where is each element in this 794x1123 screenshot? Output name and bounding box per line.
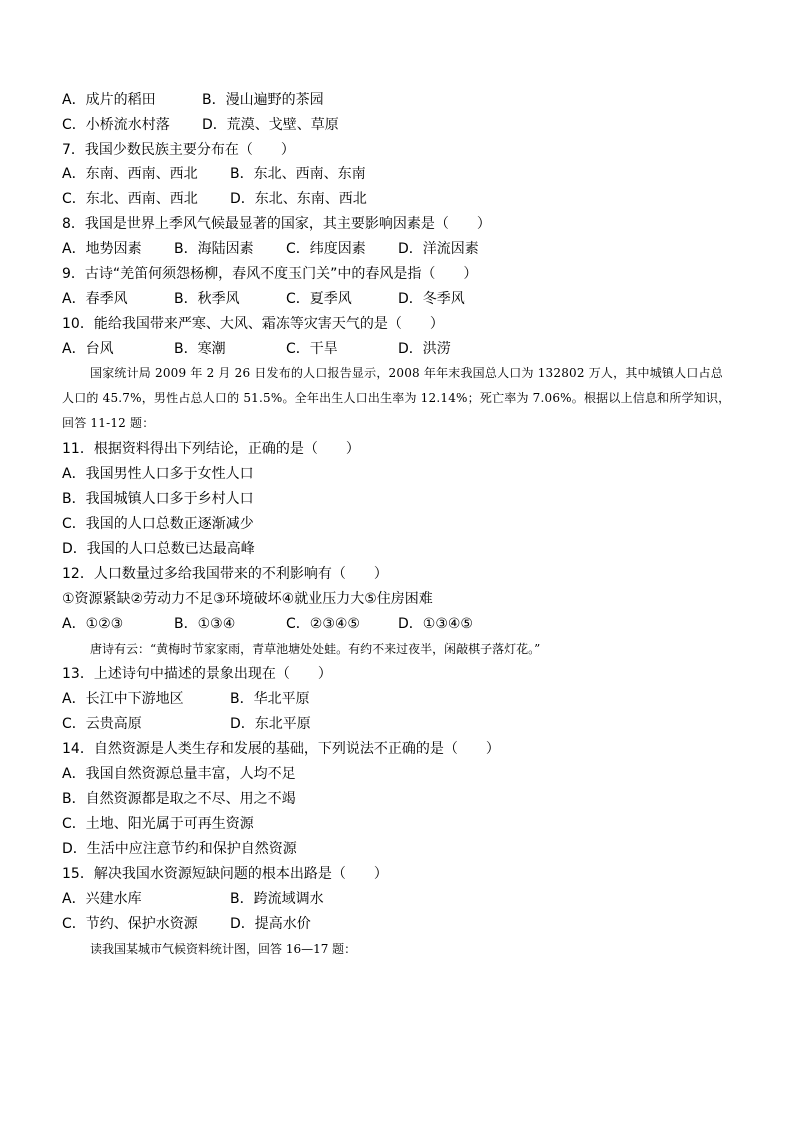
q13-option-c[interactable]: C．云贵高原	[62, 716, 142, 732]
q12-option-d[interactable]: D．①③④⑤	[398, 616, 473, 632]
q15-option-b[interactable]: B．跨流域调水	[230, 891, 324, 907]
q6-option-d[interactable]: D．荒漠、戈壁、草原	[202, 117, 339, 133]
q6-option-c[interactable]: C．小桥流水村落	[62, 117, 170, 133]
q14-stem: 14．自然资源是人类生存和发展的基础，下列说法不正确的是（ ）	[62, 741, 500, 757]
q7-option-b[interactable]: B．东北、西南、东南	[230, 166, 366, 182]
q6-option-a[interactable]: A．成片的稻田	[62, 92, 156, 108]
q12-stem: 12．人口数量过多给我国带来的不利影响有（ ）	[62, 566, 388, 582]
poem-quote: 唐诗有云：“黄梅时节家家雨，青草池塘处处蛙。有约不来过夜半，闲敲棋子落灯花。”	[90, 642, 541, 656]
q11-option-d[interactable]: D．我国的人口总数已达最高峰	[62, 541, 255, 557]
material-11-12: 国家统计局 2009 年 2 月 26 日发布的人口报告显示，2008 年年末我国总人口为 132802 万人，其中城镇人口占总人口的 45.7%，男性占总人口的 51.5%。全年出生人口出生率为 12.14%；死亡率为 7.06%。根据以上信息和所学知识，回答 11-12 题：	[62, 366, 731, 430]
q11-stem: 11．根据资料得出下列结论，正确的是（ ）	[62, 441, 360, 457]
q15-option-a[interactable]: A．兴建水库	[62, 891, 142, 907]
q12-option-a[interactable]: A．①②③	[62, 616, 124, 632]
q9-option-c[interactable]: C．夏季风	[286, 291, 352, 307]
intro-16-17: 读我国某城市气候资料统计图，回答 16—17 题：	[90, 942, 357, 956]
q10-stem: 10．能给我国带来严寒、大风、霜冻等灾害天气的是（ ）	[62, 316, 444, 332]
q8-option-d[interactable]: D．洋流因素	[398, 241, 479, 257]
q15-stem: 15．解决我国水资源短缺问题的根本出路是（ ）	[62, 866, 388, 882]
q15-option-c[interactable]: C．节约、保护水资源	[62, 916, 198, 932]
q9-option-b[interactable]: B．秋季风	[174, 291, 240, 307]
q13-option-d[interactable]: D．东北平原	[230, 716, 311, 732]
q14-option-b[interactable]: B．自然资源都是取之不尽、用之不竭	[62, 791, 296, 807]
q11-option-a[interactable]: A．我国男性人口多于女性人口	[62, 466, 254, 482]
q14-option-c[interactable]: C．土地、阳光属于可再生资源	[62, 816, 254, 832]
q13-option-b[interactable]: B．华北平原	[230, 691, 310, 707]
q10-option-c[interactable]: C．干旱	[286, 341, 338, 357]
q11-option-c[interactable]: C．我国的人口总数正逐渐减少	[62, 516, 254, 532]
q11-option-b[interactable]: B．我国城镇人口多于乡村人口	[62, 491, 254, 507]
q7-stem: 7．我国少数民族主要分布在（ ）	[62, 142, 295, 158]
q10-option-d[interactable]: D．洪涝	[398, 341, 451, 357]
q8-option-b[interactable]: B．海陆因素	[174, 241, 254, 257]
q13-stem: 13．上述诗句中描述的景象出现在（ ）	[62, 666, 332, 682]
q7-option-c[interactable]: C．东北、西南、西北	[62, 191, 198, 207]
q14-option-a[interactable]: A．我国自然资源总量丰富，人均不足	[62, 766, 296, 782]
q10-option-b[interactable]: B．寒潮	[174, 341, 226, 357]
q13-option-a[interactable]: A．长江中下游地区	[62, 691, 184, 707]
q8-option-c[interactable]: C．纬度因素	[286, 241, 366, 257]
q12-option-b[interactable]: B．①③④	[174, 616, 236, 632]
q7-option-a[interactable]: A．东南、西南、西北	[62, 166, 198, 182]
q8-stem: 8．我国是世界上季风气候最显著的国家，其主要影响因素是（ ）	[62, 216, 491, 232]
q14-option-d[interactable]: D．生活中应注意节约和保护自然资源	[62, 841, 297, 857]
q8-option-a[interactable]: A．地势因素	[62, 241, 142, 257]
q9-option-d[interactable]: D．冬季风	[398, 291, 465, 307]
q12-items: ①资源紧缺②劳动力不足③环境破坏④就业压力大⑤住房困难	[62, 591, 433, 607]
q15-option-d[interactable]: D．提高水价	[230, 916, 311, 932]
q6-option-b[interactable]: B．漫山遍野的茶园	[202, 92, 324, 108]
q7-option-d[interactable]: D．东北、东南、西北	[230, 191, 367, 207]
q12-option-c[interactable]: C．②③④⑤	[286, 616, 360, 632]
q10-option-a[interactable]: A．台风	[62, 341, 114, 357]
q9-stem: 9．古诗“羌笛何须怨杨柳，春风不度玉门关”中的春风是指（ ）	[62, 266, 478, 282]
q9-option-a[interactable]: A．春季风	[62, 291, 128, 307]
